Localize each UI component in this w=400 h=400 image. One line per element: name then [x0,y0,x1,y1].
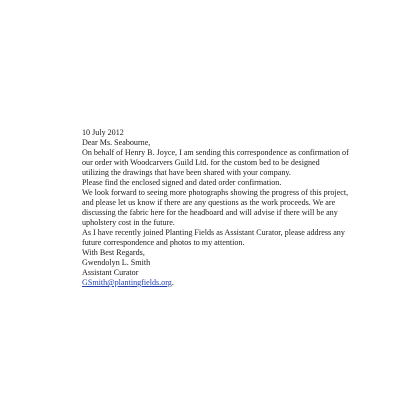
paragraph-line: We look forward to seeing more photographs showing the progress of this project, [82,188,349,197]
letter-closing: With Best Regards, [82,248,145,257]
paragraph-new-contact [82,228,382,248]
paragraph-line: future correspondence and photos to my attention. [82,238,245,247]
paragraph-line: upholstery cost in the future. [82,218,175,227]
paragraph-progress [82,188,382,228]
signature-email-line [82,278,382,288]
letter-salutation: Dear Ms. Seabourne, [82,138,151,147]
letter-date: 10 July 2012 [82,128,124,137]
paragraph-line: discussing the fabric here for the headboard and will advise if there will be any [82,208,338,217]
paragraph-enclosure [82,178,382,188]
paragraph-line: As I have recently joined Planting Fields as Assistant Curator, please address any [82,228,345,237]
paragraph-order-confirmation [82,148,382,178]
signature-name: Gwendolyn L. Smith [82,258,151,267]
paragraph-line: On behalf of Henry B. Joyce, I am sending this correspondence as confirmation of [82,148,349,157]
letter-body [82,128,382,288]
email-suffix: . [171,278,174,287]
paragraph-line: our order with Woodcarvers Guild Ltd. for the custom bed to be designed [82,158,320,167]
email-link[interactable]: GSmith@plantingfields.org [82,278,172,287]
paragraph-line: Please find the enclosed signed and dated order confirmation. [82,178,282,187]
paragraph-line: and please let us know if there are any questions as the work proceeds. We are [82,198,336,207]
signature-title: Assistant Curator [82,268,139,277]
paragraph-line: utilizing the drawings that have been shared with your company. [82,168,291,177]
